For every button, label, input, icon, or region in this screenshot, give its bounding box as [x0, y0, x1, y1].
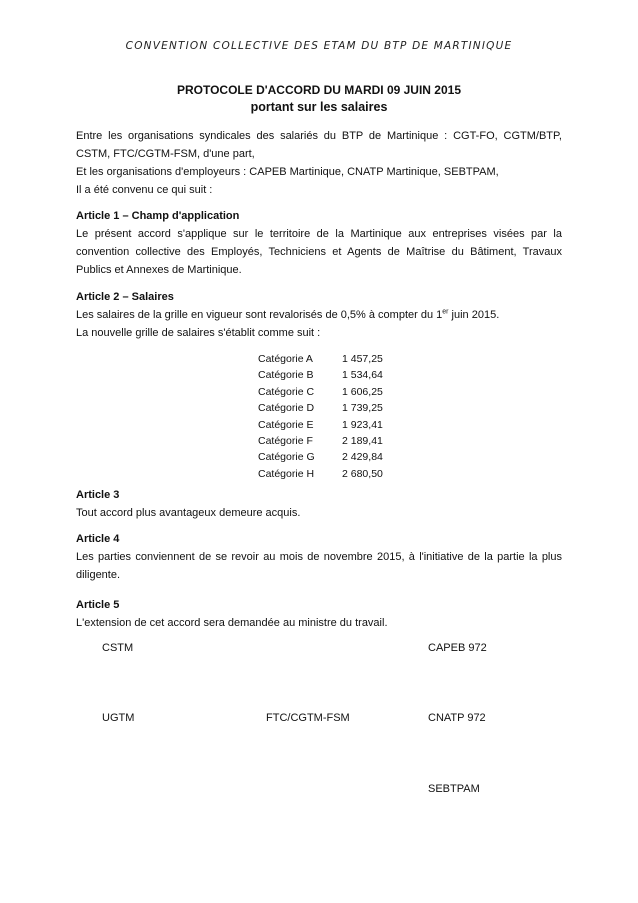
salary-grid-row — [258, 433, 383, 449]
salary-grid-value: 1 739,25 — [342, 402, 383, 415]
signatory-sebtpam: SEBTPAM — [428, 783, 480, 795]
article-1-title: Article 1 – Champ d'application — [76, 210, 240, 222]
article-2-text-grid-intro: La nouvelle grille de salaires s'établit comme suit : — [76, 327, 321, 339]
salary-grid-category: Catégorie F — [258, 435, 313, 448]
article-5 — [76, 596, 562, 632]
signatory-ftc: FTC/CGTM-FSM — [266, 712, 350, 724]
salary-grid-row — [258, 400, 383, 416]
salary-grid-category: Catégorie E — [258, 418, 314, 431]
salary-grid-row — [258, 466, 383, 482]
signatory-ugtm: UGTM — [102, 712, 135, 724]
intro-agreement: Il a été convenu ce qui suit : — [76, 184, 213, 196]
article-3-text: Tout accord plus avantageux demeure acquis. — [76, 507, 301, 519]
salary-grid-row — [258, 367, 383, 383]
intro-parties-employers: Et les organisations d'employeurs : CAPEB Martinique, CNATP Martinique, SEBTPAM, — [76, 166, 499, 178]
salary-grid-row — [258, 417, 383, 433]
salary-grid-value: 2 189,41 — [342, 435, 383, 448]
salary-grid-category: Catégorie C — [258, 385, 315, 398]
signatory-capeb: CAPEB 972 — [428, 642, 487, 654]
salary-grid-value: 1 923,41 — [342, 418, 383, 431]
article-4-text: Les parties conviennent de se revoir au mois de novembre 2015, à l'initiative de la partie la plus diligente. — [76, 551, 562, 581]
salary-grid-value: 1 457,25 — [342, 353, 383, 365]
article-3 — [76, 486, 562, 522]
salary-grid-value: 2 680,50 — [342, 467, 383, 480]
salary-grid-value: 1 606,25 — [342, 385, 383, 398]
article-5-title: Article 5 — [76, 599, 120, 611]
article-2 — [76, 288, 562, 342]
intro-section — [76, 127, 562, 199]
article-2-text-main: Les salaires de la grille en vigueur sont revalorisés de 0,5% à compter du 1 — [76, 309, 443, 321]
document-subtitle: portant sur les salaires — [250, 100, 388, 114]
article-2-text-end: juin 2015. — [448, 309, 500, 321]
article-2-title: Article 2 – Salaires — [76, 291, 174, 303]
article-4-title: Article 4 — [76, 533, 120, 545]
article-5-text: L'extension de cet accord sera demandée au ministre du travail. — [76, 617, 388, 629]
article-2-text — [76, 306, 562, 324]
article-2-text-sup: er — [442, 308, 449, 316]
signatory-cstm: CSTM — [102, 642, 134, 654]
article-4 — [76, 530, 562, 584]
signatory-cnatp: CNATP 972 — [428, 712, 486, 724]
salary-grid-category: Catégorie H — [258, 467, 315, 480]
salary-grid-value: 2 429,84 — [342, 451, 383, 464]
article-1 — [76, 207, 562, 279]
salary-grid-category: Catégorie B — [258, 369, 314, 382]
salary-grid-row — [258, 384, 383, 400]
salary-grid-table — [258, 351, 383, 482]
salary-grid-row — [258, 449, 383, 465]
salary-grid-category: Catégorie A — [258, 353, 313, 365]
article-3-title: Article 3 — [76, 489, 120, 501]
salary-grid-value: 1 534,64 — [342, 369, 383, 382]
article-1-text: Le présent accord s'applique sur le territoire de la Martinique aux entreprises visées par la convention collective des Employés, Techniciens et Agents de Maîtrise du Bâtiment, Travaux Publics et Annexes de Martinique. — [76, 228, 562, 276]
salary-grid-category: Catégorie D — [258, 402, 315, 415]
salary-grid-row — [258, 351, 383, 367]
document-title: PROTOCOLE D'ACCORD DU MARDI 09 JUIN 2015 — [176, 83, 461, 97]
salary-grid-category: Catégorie G — [258, 451, 315, 464]
running-header: CONVENTION COLLECTIVE DES ETAM DU BTP DE MARTINIQUE — [125, 40, 513, 52]
intro-parties-unions: Entre les organisations syndicales des salariés du BTP de Martinique : CGT-FO, CGTM/BTP, CSTM, FTC/CGTM-FSM, d'une part, — [76, 130, 562, 160]
